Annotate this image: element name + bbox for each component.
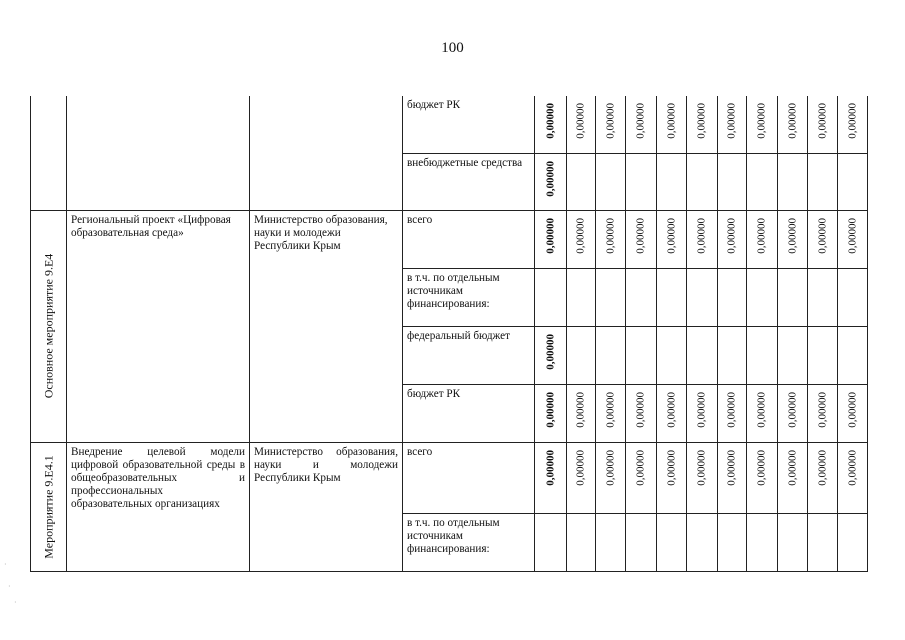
amount-value: 0,00000 [604, 103, 616, 139]
amount-cell [657, 153, 687, 210]
amount-cell [747, 268, 778, 326]
source-cell [403, 513, 535, 571]
amount-cell [626, 210, 657, 268]
amount-cell [596, 384, 626, 442]
executor-cell [250, 442, 403, 571]
amount-value: 0,00000 [604, 449, 616, 486]
amount-value: 0,00000 [786, 103, 798, 139]
amount-cell [778, 442, 808, 513]
amount-cell [718, 268, 747, 326]
amount-cell [778, 268, 808, 326]
source-cell [403, 384, 535, 442]
amount-value: 0,00000 [695, 449, 708, 486]
amount-value: 0,00000 [544, 391, 556, 428]
amount-cell [718, 210, 747, 268]
amount-cell [535, 326, 567, 384]
amount-value: 0,00000 [604, 217, 616, 254]
amount-cell [808, 442, 838, 513]
amount-cell [567, 384, 596, 442]
amount-cell [778, 210, 808, 268]
amount-cell [808, 513, 838, 571]
status-cell [31, 442, 67, 571]
amount-cell [747, 384, 778, 442]
amount-cell [626, 442, 657, 513]
amount-value: 0,00000 [544, 103, 556, 139]
amount-cell [838, 513, 868, 571]
amount-cell [626, 153, 657, 210]
amount-cell [838, 442, 868, 513]
table-row [31, 210, 868, 268]
amount-value: 0,00000 [695, 103, 708, 139]
table-row [31, 442, 868, 513]
amount-cell [687, 210, 718, 268]
amount-cell [657, 384, 687, 442]
source-cell-text: в т.ч. по отдельным источникам финансирования: [407, 516, 500, 555]
amount-cell [596, 268, 626, 326]
source-cell-text: внебюджетные средства [407, 156, 523, 169]
amount-cell [535, 442, 567, 513]
amount-cell [747, 210, 778, 268]
amount-cell [838, 326, 868, 384]
amount-value: 0,00000 [544, 449, 556, 486]
amount-value: 0,00000 [665, 103, 677, 139]
amount-cell [596, 153, 626, 210]
amount-cell [747, 513, 778, 571]
source-cell [403, 326, 535, 384]
amount-value: 0,00000 [634, 103, 647, 139]
source-cell-text: бюджет РК [407, 387, 461, 400]
amount-value: 0,00000 [725, 103, 738, 139]
amount-cell [778, 513, 808, 571]
amount-cell [838, 210, 868, 268]
amount-value: 0,00000 [725, 217, 738, 254]
name-cell-text: Региональный проект «Цифровая образовательная среда» [71, 213, 231, 239]
amount-cell [626, 268, 657, 326]
amount-cell [687, 326, 718, 384]
amount-cell [535, 96, 567, 153]
amount-cell [596, 96, 626, 153]
amount-cell [808, 96, 838, 153]
source-cell [403, 210, 535, 268]
executor-cell [250, 210, 403, 442]
amount-value: 0,00000 [665, 391, 677, 428]
amount-value: 0,00000 [786, 391, 798, 428]
amount-value: 0,00000 [634, 391, 647, 428]
status-cell [31, 210, 67, 442]
amount-cell [747, 96, 778, 153]
name-cell-text: Внедрение целевой модели цифровой образовательной среды в общеобразовательных и профессиональных образовательных организациях [71, 445, 245, 510]
amount-value: 0,00000 [665, 449, 677, 486]
amount-cell [838, 384, 868, 442]
source-cell-text: федеральный бюджет [407, 329, 510, 342]
source-cell-text: в т.ч. по отдельным источникам финансирования: [407, 271, 500, 310]
amount-value: 0,00000 [846, 103, 858, 139]
amount-value: 0,00000 [634, 449, 647, 486]
amount-value: 0,00000 [755, 103, 768, 139]
amount-cell [718, 326, 747, 384]
table-row [31, 96, 868, 153]
amount-value: 0,00000 [544, 217, 556, 254]
amount-cell [567, 442, 596, 513]
amount-cell [535, 210, 567, 268]
amount-cell [747, 153, 778, 210]
amount-cell [778, 326, 808, 384]
amount-cell [535, 268, 567, 326]
amount-cell [838, 268, 868, 326]
source-cell [403, 153, 535, 210]
amount-value: 0,00000 [574, 391, 587, 428]
source-cell [403, 96, 535, 153]
source-cell-text: бюджет РК [407, 99, 461, 111]
amount-cell [718, 442, 747, 513]
amount-cell [687, 96, 718, 153]
amount-cell [626, 384, 657, 442]
amount-cell [778, 96, 808, 153]
amount-value: 0,00000 [544, 333, 556, 370]
amount-value: 0,00000 [695, 391, 708, 428]
amount-cell [687, 513, 718, 571]
amount-cell [626, 326, 657, 384]
name-cell [67, 210, 250, 442]
amount-value: 0,00000 [816, 449, 828, 486]
amount-value: 0,00000 [604, 391, 616, 428]
amount-value: 0,00000 [846, 391, 858, 428]
amount-cell [808, 153, 838, 210]
amount-cell [747, 326, 778, 384]
amount-value: 0,00000 [574, 217, 587, 254]
amount-value: 0,00000 [695, 217, 708, 254]
amount-cell [808, 268, 838, 326]
name-cell [67, 442, 250, 571]
amount-cell [657, 268, 687, 326]
amount-value: 0,00000 [725, 391, 738, 428]
status-cell [31, 96, 67, 210]
amount-value: 0,00000 [725, 449, 738, 486]
page-number: 100 [441, 40, 464, 56]
amount-cell [687, 442, 718, 513]
source-cell-text: всего [407, 445, 433, 458]
amount-cell [657, 210, 687, 268]
amount-cell [567, 210, 596, 268]
amount-cell [567, 513, 596, 571]
amount-value: 0,00000 [816, 217, 828, 254]
amount-cell [718, 513, 747, 571]
executor-cell-text: Министерство образования, науки и молодежи Республики Крым [254, 213, 388, 252]
amount-cell [596, 210, 626, 268]
amount-value: 0,00000 [544, 160, 556, 197]
amount-cell [808, 384, 838, 442]
amount-cell [718, 96, 747, 153]
amount-value: 0,00000 [574, 103, 587, 139]
amount-value: 0,00000 [755, 391, 768, 428]
amount-cell [596, 442, 626, 513]
amount-value: 0,00000 [755, 449, 768, 486]
amount-cell [567, 268, 596, 326]
amount-cell [596, 513, 626, 571]
name-cell [67, 96, 250, 210]
amount-cell [838, 96, 868, 153]
amount-value: 0,00000 [634, 217, 647, 254]
amount-cell [596, 326, 626, 384]
amount-cell [808, 210, 838, 268]
source-cell [403, 268, 535, 326]
amount-cell [687, 153, 718, 210]
amount-value: 0,00000 [755, 217, 768, 254]
amount-value: 0,00000 [816, 103, 828, 139]
amount-cell [657, 326, 687, 384]
amount-cell [687, 384, 718, 442]
executor-cell-text: Министерство образования, науки и молодежи Республики Крым [254, 445, 398, 484]
amount-cell [778, 384, 808, 442]
amount-cell [567, 326, 596, 384]
amount-cell [567, 96, 596, 153]
source-cell-text: всего [407, 213, 433, 226]
amount-value: 0,00000 [846, 449, 858, 486]
source-cell [403, 442, 535, 513]
amount-cell [626, 513, 657, 571]
amount-cell [657, 442, 687, 513]
amount-cell [687, 268, 718, 326]
executor-cell [250, 96, 403, 210]
amount-cell [657, 96, 687, 153]
amount-cell [567, 153, 596, 210]
amount-value: 0,00000 [816, 391, 828, 428]
amount-cell [535, 513, 567, 571]
amount-cell [838, 153, 868, 210]
amount-cell [626, 96, 657, 153]
amount-value: 0,00000 [786, 217, 798, 254]
status-label: Мероприятие 9.Е4.1 [41, 454, 55, 559]
amount-cell [747, 442, 778, 513]
amount-value: 0,00000 [665, 217, 677, 254]
amount-cell [657, 513, 687, 571]
amount-cell [535, 384, 567, 442]
amount-cell [718, 384, 747, 442]
amount-cell [778, 153, 808, 210]
amount-value: 0,00000 [846, 217, 858, 254]
amount-cell [535, 153, 567, 210]
program-financing-table [30, 96, 868, 572]
amount-cell [808, 326, 838, 384]
amount-value: 0,00000 [786, 449, 798, 486]
status-label: Основное мероприятие 9.Е4 [41, 253, 55, 399]
amount-value: 0,00000 [574, 449, 587, 486]
amount-cell [718, 153, 747, 210]
